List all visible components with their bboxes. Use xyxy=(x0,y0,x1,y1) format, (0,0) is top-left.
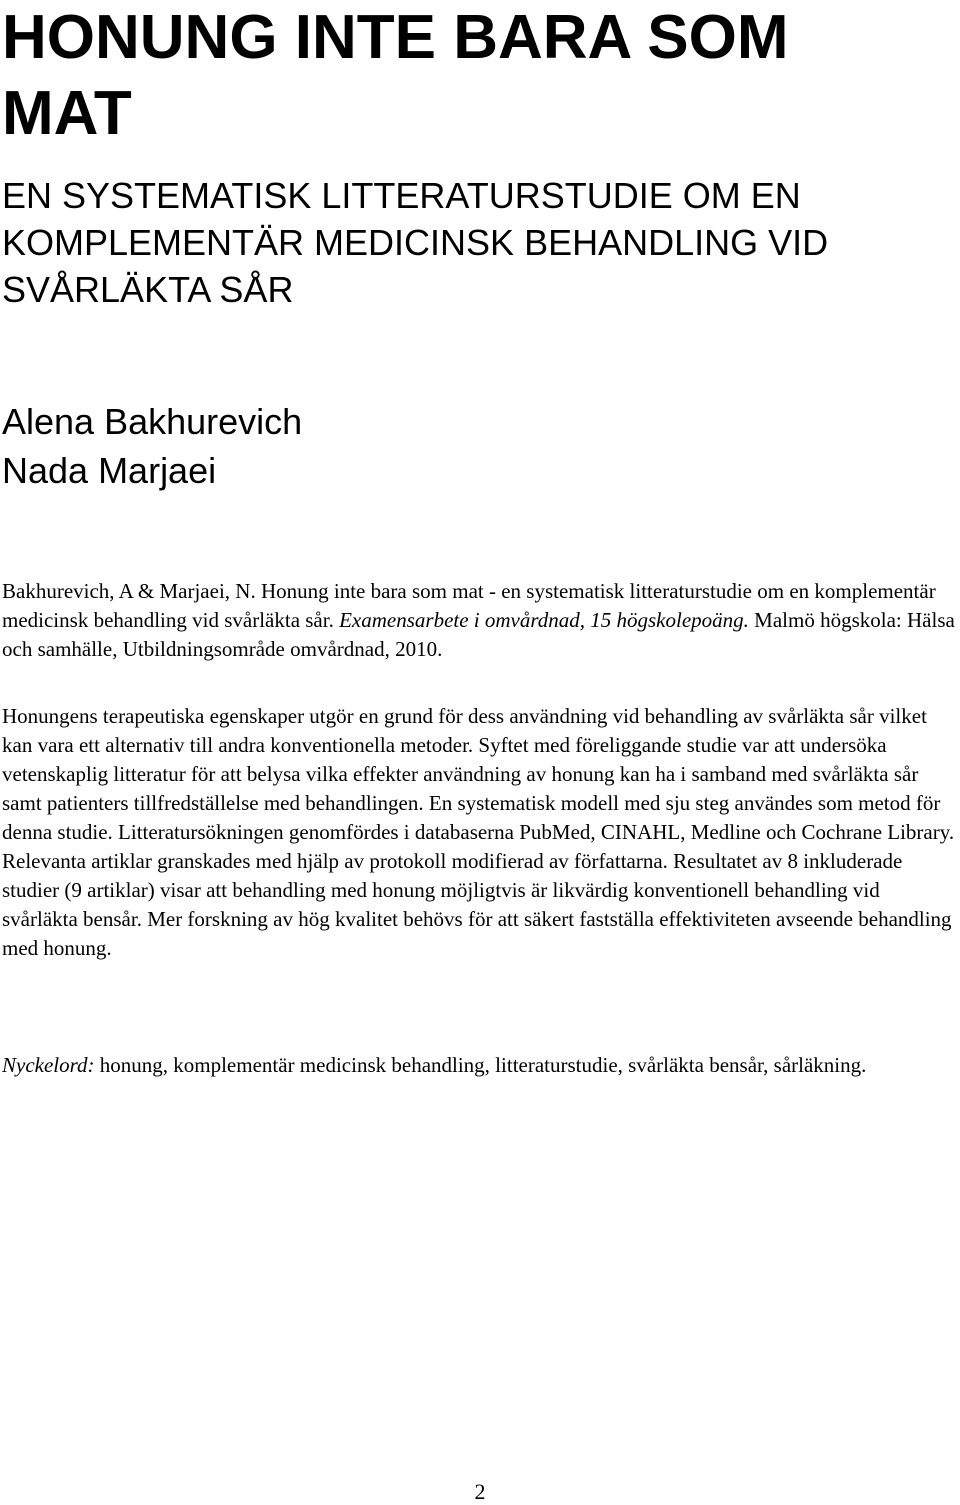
citation-lead: Bakhurevich, A & Marjaei, N. Honung inte bara som mat - en systematisk litteraturstudie om en komplementär medicinsk behandling vid svårläkta sår. xyxy=(2,579,936,632)
abstract-paragraph: Honungens terapeutiska egenskaper utgör en grund för dess användning vid behandling av svårläkta sår vilket kan vara ett alternativ till andra konventionella metoder. Syftet med föreliggande studie var att undersöka vetenskaplig litteratur för att belysa vilka effekter användning av honung kan ha i samband med svårläkta sår samt patienters tillfredställelse med behandlingen. En systematisk modell med sju steg användes som metod för denna studie. Litteratursökningen genomfördes i databaserna PubMed, CINAHL, Medline och Cochrane Library. Relevanta artiklar granskades med hjälp av protokoll modifierad av författarna. Resultatet av 8 inkluderade studier (9 artiklar) visar att behandling med honung möjligtvis är likvärdig konventionell behandling vid svårläkta bensår. Mer forskning av hög kvalitet behövs för att säkert fastställa effektiviteten avseende behandling med honung. xyxy=(2,704,955,960)
document-subtitle: EN SYSTEMATISK LITTERATURSTUDIE OM EN KOMPLEMENTÄR MEDICINSK BEHANDLING VID SVÅRLÄKTA SÅR xyxy=(2,175,829,310)
citation-italic: Examensarbete i omvårdnad, 15 högskolepoäng. xyxy=(339,608,749,632)
author-list xyxy=(2,397,902,495)
author-name: Alena Bakhurevich xyxy=(2,401,303,442)
keywords-paragraph xyxy=(2,1051,957,1080)
keywords-text: honung, komplementär medicinsk behandling, litteraturstudie, svårläkta bensår, sårläkning. xyxy=(94,1053,867,1077)
author-name: Nada Marjaei xyxy=(2,450,217,491)
citation-paragraph xyxy=(2,577,957,664)
document-title: HONUNG INTE BARA SOM MAT xyxy=(2,3,789,148)
keywords-label: Nyckelord: xyxy=(2,1053,95,1077)
page-number: 2 xyxy=(474,1479,486,1504)
citation-tail: Malmö högskola: Hälsa och samhälle, Utbildningsområde omvårdnad, 2010. xyxy=(2,608,955,661)
